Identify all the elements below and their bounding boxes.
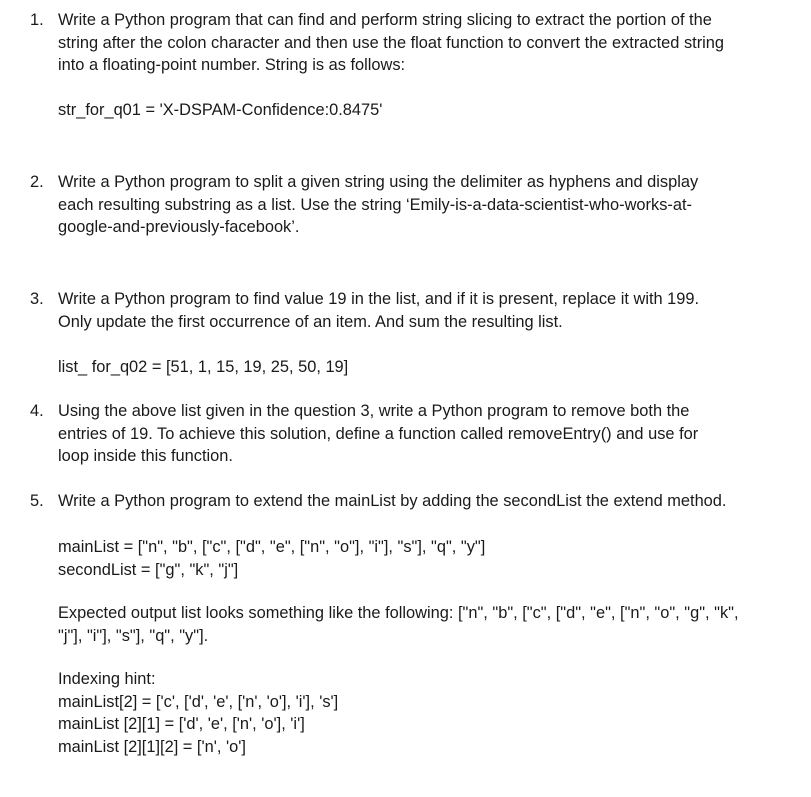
- question-text: [58, 171, 798, 239]
- hint-line: mainList[2] = ['c', ['d', 'e', ['n', 'o'], 'i'], 's']: [58, 692, 339, 711]
- expected-output: [58, 602, 798, 647]
- hint-line: mainList [2][1] = ['d', 'e', ['n', 'o'], 'i']: [58, 715, 305, 733]
- question-line: into a floating-point number. String is as follows:: [58, 56, 406, 74]
- code-line: secondList = ["g", "k", "j"]: [58, 560, 239, 579]
- question-text: [58, 9, 798, 122]
- question-line: Write a Python program to split a given string using the delimiter as hyphens and display: [58, 173, 699, 191]
- question-number: 3.: [30, 290, 44, 308]
- code-line: mainList = ["n", "b", ["c", ["d", "e", ["n", "o"], "i"], "s"], "q", "y"]: [58, 538, 486, 556]
- question-line: loop inside this function.: [58, 447, 233, 465]
- expected-line: Expected output list looks something like the following: ["n", "b", ["c", ["d", "e", ["n", "o", "g", "k",: [58, 604, 739, 622]
- indexing-hint: [58, 668, 798, 758]
- question-text: [58, 490, 798, 513]
- question-number: 2.: [30, 173, 44, 191]
- question-line: Write a Python program that can find and perform string slicing to extract the portion of the: [58, 11, 712, 29]
- question-line: string after the colon character and then use the float function to convert the extracted string: [58, 33, 725, 52]
- code-line: list_ for_q02 = [51, 1, 15, 19, 25, 50, 19]: [58, 357, 349, 376]
- question-number: 1.: [30, 11, 44, 29]
- expected-line: "j"], "i"], "s"], "q", "y"].: [58, 626, 209, 645]
- question-number: 5.: [30, 492, 44, 510]
- question-text: [58, 400, 798, 468]
- code-line: str_for_q01 = 'X-DSPAM-Confidence:0.8475': [58, 101, 383, 119]
- question-line: each resulting substring as a list. Use the string ‘Emily-is-a-data-scientist-who-works-at-: [58, 195, 692, 214]
- hint-line: mainList [2][1][2] = ['n', 'o']: [58, 737, 246, 756]
- hint-title: Indexing hint:: [58, 670, 156, 688]
- question-number: 4.: [30, 402, 44, 420]
- question-line: google-and-previously-facebook’.: [58, 218, 300, 236]
- question-line: Using the above list given in the question 3, write a Python program to remove both the: [58, 402, 690, 420]
- question-text: [58, 288, 798, 378]
- question-line: Only update the first occurrence of an item. And sum the resulting list.: [58, 312, 563, 331]
- question-line: Write a Python program to find value 19 in the list, and if it is present, replace it with 199.: [58, 290, 700, 308]
- code-block: [58, 536, 798, 581]
- question-line: Write a Python program to extend the mainList by adding the secondList the extend method.: [58, 492, 727, 510]
- question-line: entries of 19. To achieve this solution, define a function called removeEntry() and use for: [58, 424, 699, 443]
